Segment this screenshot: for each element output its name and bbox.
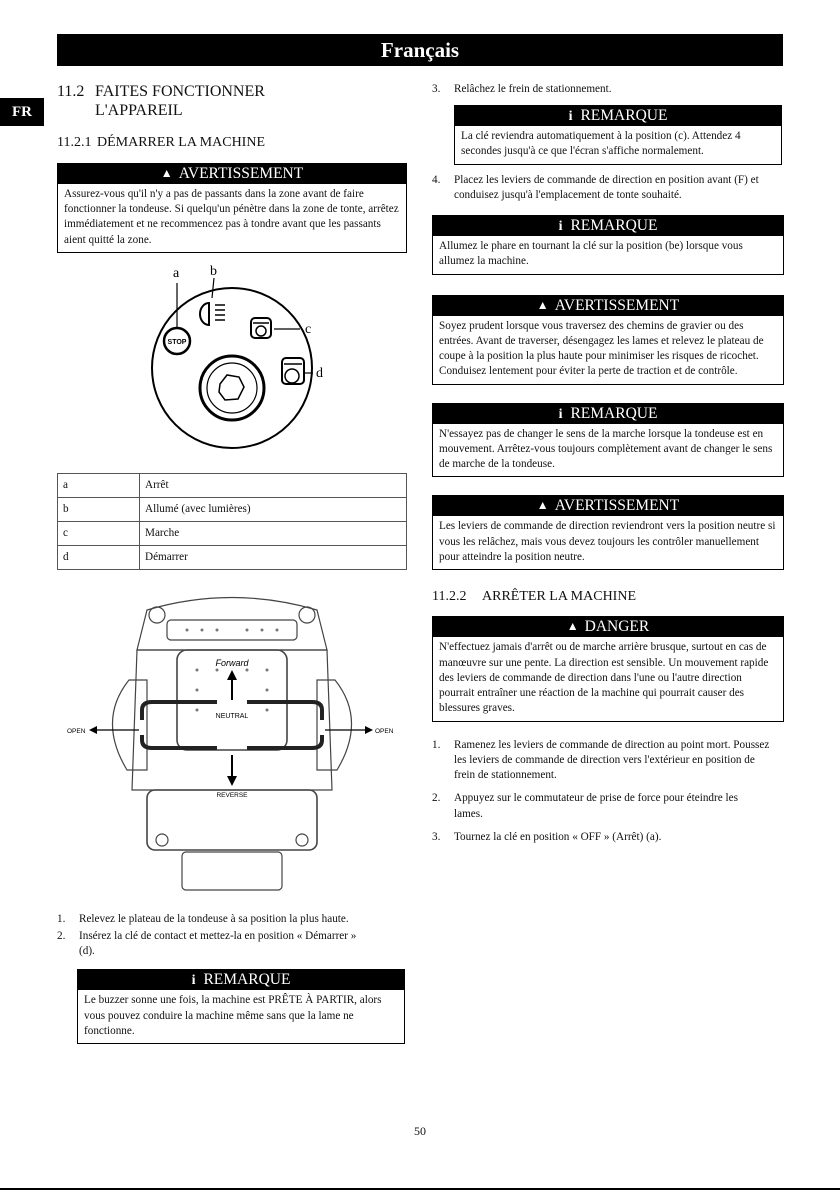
page-number: 50 bbox=[414, 1124, 426, 1138]
note-title: i REMARQUE bbox=[455, 106, 781, 126]
neutral-label: NEUTRAL bbox=[215, 712, 249, 720]
subsection-number: 11.2.2 bbox=[432, 588, 467, 604]
warning-triangle-icon: ▲ bbox=[160, 165, 173, 180]
danger-title: ▲ DANGER bbox=[433, 617, 783, 637]
note-title: i REMARQUE bbox=[433, 216, 783, 236]
section-heading bbox=[57, 82, 407, 120]
left-column bbox=[57, 82, 407, 1044]
open-right-label: OPEN bbox=[375, 727, 394, 735]
warning-title: ▲ AVERTISSEMENT bbox=[433, 496, 783, 516]
language-header: Français bbox=[57, 34, 783, 66]
note-box-headlight bbox=[432, 215, 784, 274]
list-item: 2. Appuyez sur le commutateur de prise de force pour éteindre les lames. bbox=[432, 792, 738, 820]
table-row: d Démarrer bbox=[58, 545, 407, 569]
list-item: 4. Placez les leviers de commande de direction en position avant (F) et conduisez jusqu'à l'emplacement de tonte souhaité. bbox=[432, 173, 759, 201]
section-title: FAITES FONCTIONNER L'APPAREIL bbox=[95, 83, 265, 120]
bottom-rule bbox=[0, 1188, 840, 1190]
stop-position-label: STOP bbox=[167, 338, 187, 346]
table-row: c Marche bbox=[58, 521, 407, 545]
subsection-title: ARRÊTER LA MACHINE bbox=[482, 588, 636, 604]
ignition-switch-illustration bbox=[57, 263, 407, 463]
callout-c: c bbox=[305, 321, 312, 337]
warning-text: Soyez prudent lorsque vous traversez des chemins de gravier ou des entrées. Avant de traverser, désengagez les lames et relevez le plateau de coupe à la position la plus haute pour minimiser les risques de ricochet. Conduisez lentement pour éviter la perte de traction et de contrôle. bbox=[439, 319, 764, 378]
warning-box-levers bbox=[432, 495, 784, 570]
danger-text: N'effectuez jamais d'arrêt ou de marche arrière brusque, surtout en cas de manœuvre sur une pente. La direction est sensible. Un mouvement rapide des leviers de commande de direction dans l'une ou l'autre direction pourrait entraîner une réaction de la machine qui pourrait causer des blessures graves. bbox=[439, 641, 769, 715]
info-icon: i bbox=[558, 406, 563, 422]
danger-box bbox=[432, 616, 784, 721]
reverse-label: REVERSE bbox=[216, 791, 248, 799]
ignition-switch-diagram bbox=[57, 263, 407, 463]
language-tab: FR bbox=[0, 98, 44, 126]
mower-controls-diagram bbox=[57, 590, 407, 900]
steps-left-list bbox=[57, 912, 407, 960]
headlight-icon bbox=[200, 303, 209, 325]
subsection-number: 11.2.1 bbox=[57, 135, 92, 151]
list-item: 2. Insérez la clé de contact et mettez-la en position « Démarrer » (d). bbox=[57, 930, 357, 958]
info-icon: i bbox=[191, 973, 196, 989]
subsection-heading-stop bbox=[432, 588, 784, 606]
warning-title: ▲ AVERTISSEMENT bbox=[58, 164, 406, 184]
note-text: N'essayez pas de changer le sens de la marche lorsque la tondeuse est en mouvement. Arrêtez-vous toujours complètement avant de changer le sens de marche de la tondeuse. bbox=[439, 427, 773, 471]
list-item: 1. Ramenez les leviers de commande de direction au point mort. Poussez les leviers de commande de direction vers l'extérieur en position de frein de stationnement. bbox=[432, 738, 770, 782]
note-box-direction bbox=[432, 403, 784, 478]
steps-right-list bbox=[432, 738, 784, 845]
warning-triangle-icon: ▲ bbox=[566, 619, 579, 634]
note-text: Allumez le phare en tournant la clé sur la position (be) lorsque vous allumez la machine. bbox=[439, 240, 743, 268]
warning-box-gravel bbox=[432, 295, 784, 385]
table-row: a Arrêt bbox=[58, 473, 407, 497]
ignition-legend-table bbox=[57, 473, 407, 570]
warning-triangle-icon: ▲ bbox=[536, 498, 549, 513]
callout-d: d bbox=[316, 365, 323, 381]
right-column bbox=[432, 82, 784, 845]
info-icon: i bbox=[558, 219, 563, 235]
list-item: 3. Relâchez le frein de stationnement. bbox=[432, 83, 612, 95]
section-number: 11.2 bbox=[57, 83, 85, 100]
subsection-title: DÉMARRER LA MACHINE bbox=[97, 135, 266, 151]
list-item: 1. Relevez le plateau de la tondeuse à sa position la plus haute. bbox=[57, 912, 349, 925]
note-text: La clé reviendra automatiquement à la position (c). Attendez 4 secondes jusqu'à ce que l'écran s'affiche normalement. bbox=[461, 130, 741, 158]
forward-label: Forward bbox=[215, 657, 249, 668]
note-box-buzzer bbox=[77, 969, 405, 1044]
warning-text: Les leviers de commande de direction reviendront vers la position neutre si vous les relâchez, mais vous devez toujours les contrôler manuellement pour atteindre la position neutre. bbox=[439, 520, 776, 563]
warning-box-bystanders bbox=[57, 163, 407, 253]
table-row: b Allumé (avec lumières) bbox=[58, 497, 407, 521]
info-icon: i bbox=[568, 109, 573, 125]
open-left-label: OPEN bbox=[67, 727, 86, 735]
list-item: 3. Tournez la clé en position « OFF » (Arrêt) (a). bbox=[432, 830, 662, 843]
warning-triangle-icon: ▲ bbox=[536, 297, 549, 312]
mower-top-view-illustration bbox=[57, 590, 407, 900]
note-box-key-return bbox=[454, 105, 782, 164]
warning-text: Assurez-vous qu'il n'y a pas de passants dans la zone avant de faire fonctionner la tondeuse. Si quelqu'un pénètre dans la zone de tonte, arrêtez immédiatement et ne recommencez pas à tondre avant que les passants aient quitté la zone. bbox=[64, 187, 399, 246]
note-title: i REMARQUE bbox=[78, 970, 404, 990]
note-title: i REMARQUE bbox=[433, 404, 783, 424]
warning-title: ▲ AVERTISSEMENT bbox=[433, 296, 783, 316]
callout-b: b bbox=[210, 263, 217, 279]
note-text: Le buzzer sonne une fois, la machine est PRÊTE À PARTIR, alors vous pouvez conduire la machine même sans que la lame ne fonctionne. bbox=[84, 994, 382, 1037]
subsection-heading-start bbox=[57, 134, 407, 152]
callout-a: a bbox=[173, 265, 180, 281]
